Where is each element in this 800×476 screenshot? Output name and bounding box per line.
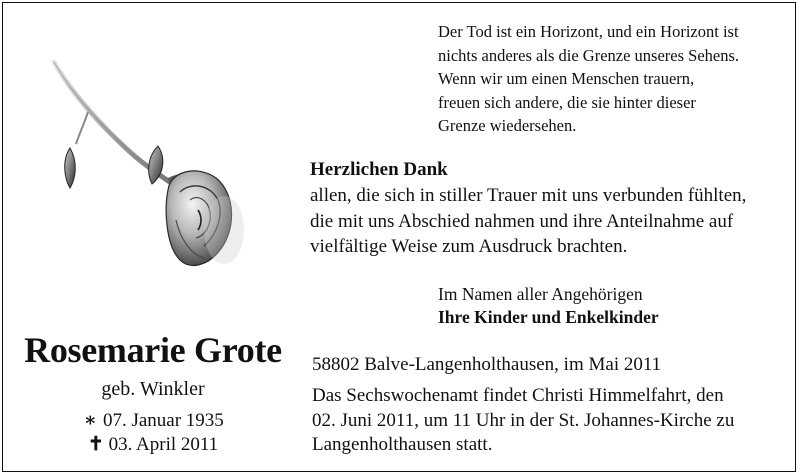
thanks-line: die mit uns Abschied nahmen und ihre Anteilnahme auf (310, 210, 734, 232)
rose-icon (40, 60, 260, 280)
death-date-row (0, 433, 306, 457)
thanks-heading: Herzlichen Dank (310, 159, 448, 180)
quote-line: Wenn wir um einen Menschen trauern, (438, 69, 695, 88)
signature-family: Ihre Kinder und Enkelkinder (438, 307, 659, 327)
quote-block (438, 20, 739, 138)
cross-icon: ✝ (87, 434, 104, 455)
service-line: 02. Juni 2011, um 11 Uhr in der St. Johannes-Kirche zu (312, 409, 735, 431)
deceased-name: Rosemarie Grote (24, 330, 282, 370)
birth-star-icon: ∗ (83, 410, 97, 431)
place-date: 58802 Balve-Langenholthausen, im Mai 2011 (312, 354, 662, 375)
death-date: 03. April 2011 (108, 434, 219, 455)
service-line: Das Sechswochenamt findet Christi Himmelfahrt, den (312, 385, 724, 406)
quote-line: Der Tod ist ein Horizont, und ein Horizont ist (438, 22, 739, 41)
birth-date: 07. Januar 1935 (102, 410, 224, 431)
birth-date-row (0, 409, 306, 433)
thanks-text (310, 183, 746, 260)
thanks-line: allen, die sich in stiller Trauer mit uns verbunden fühlten, (310, 185, 747, 206)
maiden-name: geb. Winkler (101, 378, 205, 400)
quote-line: freuen sich andere, die sie hinter dieser (438, 92, 696, 112)
quote-line: Grenze wiedersehen. (438, 116, 577, 135)
life-dates (0, 409, 306, 457)
signature-intro: Im Namen aller Angehörigen (438, 284, 643, 304)
quote-line: nichts anderes als die Grenze unseres Sehens. (438, 45, 740, 65)
service-info (312, 384, 734, 458)
service-line: Langenholthausen statt. (312, 434, 493, 455)
thanks-line: vielfältige Weise zum Ausdruck brachten. (310, 236, 628, 257)
